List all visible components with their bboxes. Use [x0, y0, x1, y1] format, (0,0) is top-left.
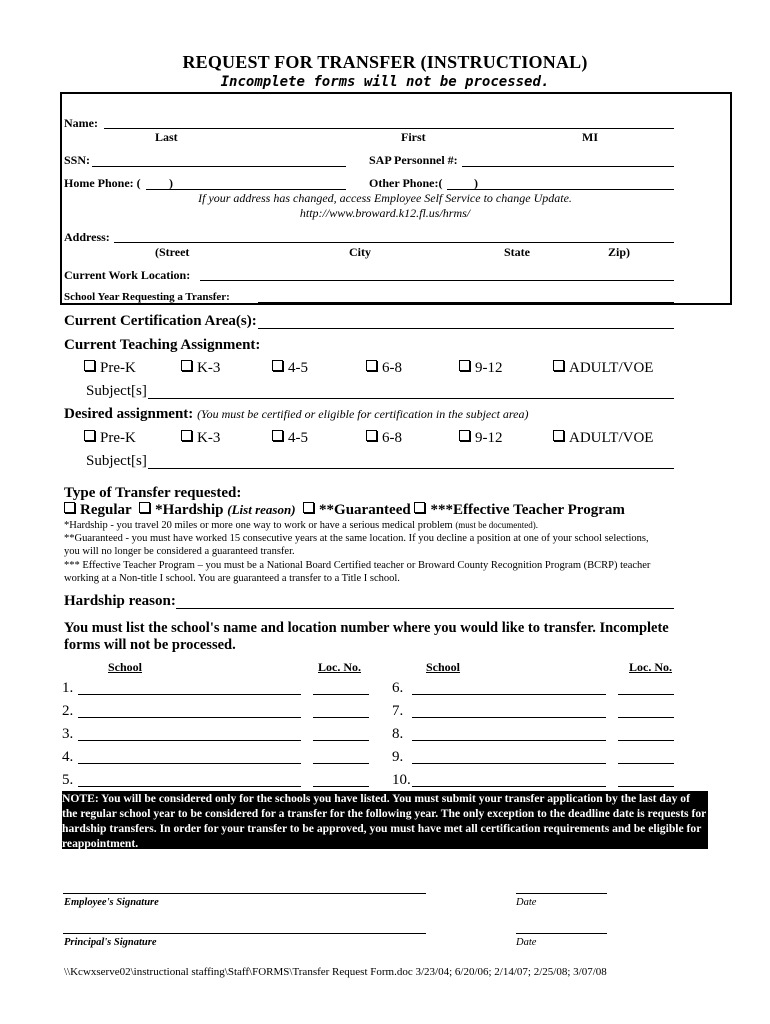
- principal-signature-field[interactable]: [63, 933, 426, 934]
- loc-no-field[interactable]: [313, 786, 369, 787]
- work-location-label: Current Work Location:: [64, 268, 191, 282]
- transfer-type-row: [64, 502, 625, 519]
- note-box: [62, 791, 708, 849]
- row-number: 4.: [62, 749, 74, 765]
- home-phone-close-paren: ): [169, 176, 173, 190]
- schools-instruction-1: You must list the school's name and location number where you would like to transfer. Incomplete: [64, 620, 669, 636]
- employee-date-label: Date: [516, 897, 537, 908]
- regular-option[interactable]: [64, 502, 132, 518]
- footer-file-path: \\Kcwxserve02\instructional staffing\Staff\FORMS\Transfer Request Form.doc 3/23/04; 6/20/06; 2/14/07; 2/25/08; 3/07/08: [64, 966, 607, 978]
- last-caption: Last: [155, 130, 178, 144]
- school-year-label: School Year Requesting a Transfer:: [64, 291, 230, 303]
- desired-level-adult-voe[interactable]: [553, 430, 653, 447]
- row-number: 9.: [392, 749, 404, 765]
- current-level-prek[interactable]: [84, 360, 136, 377]
- hardship-note: (List reason): [227, 502, 296, 517]
- row-number: 10.: [392, 772, 411, 788]
- school-name-field[interactable]: [78, 694, 301, 695]
- current-assignment-label: Current Teaching Assignment:: [64, 337, 261, 353]
- ssn-field[interactable]: [92, 166, 346, 167]
- name-field[interactable]: [104, 128, 674, 129]
- address-url: http://www.broward.k12.fl.us/hrms/: [299, 206, 471, 220]
- checkbox-icon: [84, 360, 95, 371]
- level-label: ADULT/VOE: [569, 360, 654, 376]
- form-subtitle: Incomplete forms will not be processed.: [220, 74, 550, 90]
- address-note: If your address has changed, access Employee Self Service to change Update.: [198, 191, 572, 205]
- school-name-field[interactable]: [412, 717, 606, 718]
- level-label: ADULT/VOE: [569, 430, 654, 446]
- desired-level-4-5[interactable]: [272, 430, 308, 447]
- row-number: 7.: [392, 703, 404, 719]
- checkbox-icon: [181, 360, 192, 371]
- current-level-6-8[interactable]: [366, 360, 402, 377]
- school-name-field[interactable]: [412, 694, 606, 695]
- school-name-field[interactable]: [412, 740, 606, 741]
- desired-label: Desired assignment:: [64, 406, 194, 422]
- hardship-reason-label: Hardship reason:: [64, 593, 176, 609]
- ssn-label: SSN:: [64, 153, 91, 167]
- checkbox-icon: [272, 360, 283, 371]
- form-title: REQUEST FOR TRANSFER (INSTRUCTIONAL): [182, 52, 588, 72]
- effective-option[interactable]: [414, 502, 624, 518]
- current-level-k3[interactable]: [181, 360, 220, 377]
- loc-no-field[interactable]: [618, 763, 674, 764]
- loc-no-field[interactable]: [313, 740, 369, 741]
- home-phone-label: Home Phone: (: [64, 176, 141, 190]
- row-number: 1.: [62, 680, 74, 696]
- home-phone-field[interactable]: [146, 189, 346, 190]
- mi-caption: MI: [582, 130, 598, 144]
- level-label: 4-5: [288, 360, 308, 376]
- guaranteed-description-2: you will no longer be considered a guaranteed transfer.: [64, 546, 295, 557]
- desired-level-k3[interactable]: [181, 430, 220, 447]
- level-label: K-3: [197, 360, 221, 376]
- desired-note: (You must be certified or eligible for certification in the subject area): [197, 407, 529, 421]
- transfer-type-label: Type of Transfer requested:: [64, 485, 242, 501]
- checkbox-icon: [272, 430, 283, 441]
- level-label: 6-8: [382, 430, 402, 446]
- school-name-field[interactable]: [412, 763, 606, 764]
- regular-label: Regular: [80, 502, 132, 518]
- school-name-field[interactable]: [78, 740, 301, 741]
- sap-field[interactable]: [462, 166, 674, 167]
- guaranteed-label: **Guaranteed: [319, 502, 411, 518]
- level-label: K-3: [197, 430, 221, 446]
- desired-level-9-12[interactable]: [459, 430, 503, 447]
- level-label: 9-12: [475, 430, 503, 446]
- employee-date-field[interactable]: [516, 893, 607, 894]
- loc-no-field[interactable]: [618, 786, 674, 787]
- row-number: 2.: [62, 703, 74, 719]
- row-number: 3.: [62, 726, 74, 742]
- loc-no-field[interactable]: [618, 740, 674, 741]
- level-label: Pre-K: [100, 430, 136, 446]
- principal-date-label: Date: [516, 937, 537, 948]
- level-label: 6-8: [382, 360, 402, 376]
- school-name-field[interactable]: [412, 786, 606, 787]
- checkbox-icon: [303, 502, 314, 513]
- school-name-field[interactable]: [78, 717, 301, 718]
- cert-area-field[interactable]: [258, 328, 674, 329]
- school-header-right: School: [426, 660, 461, 674]
- address-label: Address:: [64, 230, 110, 244]
- hardship-reason-field[interactable]: [176, 608, 674, 609]
- checkbox-icon: [459, 360, 470, 371]
- school-year-field[interactable]: [258, 302, 674, 303]
- zip-caption: Zip): [608, 245, 631, 259]
- hardship-option[interactable]: [139, 502, 295, 518]
- street-caption: (Street: [155, 245, 190, 259]
- effective-description-1: *** Effective Teacher Program – you must be a National Board Certified teacher or Broward County Recognition Program (BCRP) teacher: [64, 560, 651, 571]
- checkbox-icon: [84, 430, 95, 441]
- desired-subjects-label: Subject[s]: [86, 453, 147, 469]
- current-subjects-label: Subject[s]: [86, 383, 147, 399]
- current-subjects-field[interactable]: [148, 398, 674, 399]
- school-name-field[interactable]: [78, 763, 301, 764]
- work-location-field[interactable]: [200, 280, 674, 281]
- level-label: 4-5: [288, 430, 308, 446]
- name-label: Name:: [64, 116, 98, 130]
- checkbox-icon: [553, 430, 564, 441]
- desired-level-prek[interactable]: [84, 430, 136, 447]
- employee-signature-field[interactable]: [63, 893, 426, 894]
- cert-area-label: Current Certification Area(s):: [64, 313, 257, 329]
- school-name-field[interactable]: [78, 786, 301, 787]
- loc-header-left: Loc. No.: [318, 660, 361, 674]
- level-label: 9-12: [475, 360, 503, 376]
- hardship-desc-small: (must be documented).: [455, 520, 539, 530]
- desired-subjects-field[interactable]: [148, 468, 674, 469]
- hardship-description: [64, 520, 538, 531]
- loc-no-field[interactable]: [618, 717, 674, 718]
- checkbox-icon: [64, 502, 75, 513]
- loc-no-field[interactable]: [618, 694, 674, 695]
- checkbox-icon: [459, 430, 470, 441]
- schools-instruction-2: forms will not be processed.: [64, 637, 236, 653]
- row-number: 6.: [392, 680, 404, 696]
- loc-no-field[interactable]: [313, 763, 369, 764]
- principal-date-field[interactable]: [516, 933, 607, 934]
- guaranteed-description-1: **Guaranteed - you must have worked 15 consecutive years at the same location. If you decline a position at one of your school selections,: [64, 533, 649, 544]
- first-caption: First: [401, 130, 426, 144]
- effective-description-2: working at a Non-title I school. You are guaranteed a transfer to a Title I school.: [64, 573, 400, 584]
- checkbox-icon: [139, 502, 150, 513]
- checkbox-icon: [366, 430, 377, 441]
- sap-label: SAP Personnel #:: [369, 153, 458, 167]
- other-phone-label: Other Phone:(: [369, 176, 443, 190]
- loc-header-right: Loc. No.: [629, 660, 672, 674]
- row-number: 5.: [62, 772, 74, 788]
- current-level-adult-voe[interactable]: [553, 360, 653, 377]
- level-label: Pre-K: [100, 360, 136, 376]
- checkbox-icon: [553, 360, 564, 371]
- loc-no-field[interactable]: [313, 717, 369, 718]
- checkbox-icon: [414, 502, 425, 513]
- other-phone-field[interactable]: [447, 189, 674, 190]
- hardship-label: *Hardship: [155, 502, 224, 518]
- loc-no-field[interactable]: [313, 694, 369, 695]
- address-field[interactable]: [114, 242, 674, 243]
- desired-assignment-row: [64, 406, 528, 423]
- guaranteed-option[interactable]: [303, 502, 411, 518]
- current-level-4-5[interactable]: [272, 360, 308, 377]
- employee-signature-label: Employee's Signature: [64, 897, 159, 908]
- desired-level-6-8[interactable]: [366, 430, 402, 447]
- other-phone-close-paren: ): [474, 176, 478, 190]
- city-caption: City: [349, 245, 371, 259]
- note-text: NOTE: You will be considered only for the schools you have listed. You must submit your transfer application by the last day of the regular school year to be considered for a transfer for the following year. The only exception to the deadline date is requests for hardship transfers. In order for your transfer to be approved, you must have met all certification requirements and be eligible for reappointment.: [62, 792, 707, 850]
- hardship-desc-text: *Hardship - you travel 20 miles or more one way to work or have a serious medical problem: [64, 520, 453, 531]
- checkbox-icon: [181, 430, 192, 441]
- state-caption: State: [504, 245, 530, 259]
- checkbox-icon: [366, 360, 377, 371]
- current-level-9-12[interactable]: [459, 360, 503, 377]
- principal-signature-label: Principal's Signature: [64, 937, 157, 948]
- row-number: 8.: [392, 726, 404, 742]
- school-header-left: School: [108, 660, 143, 674]
- effective-label: ***Effective Teacher Program: [430, 502, 625, 518]
